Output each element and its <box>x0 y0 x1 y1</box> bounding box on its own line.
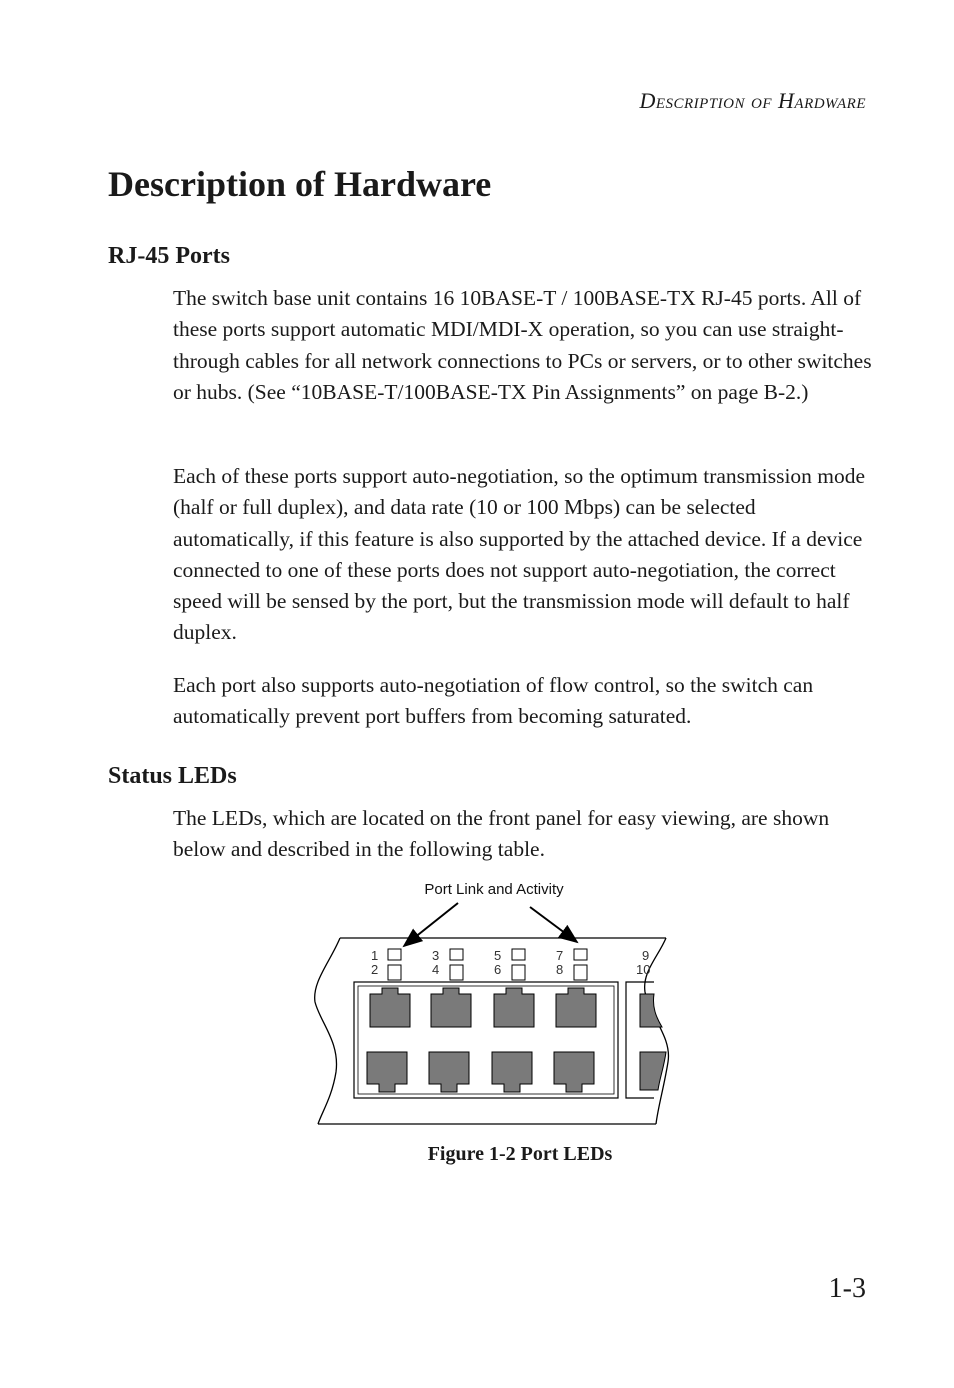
port-label-3: 3 <box>432 948 440 963</box>
figure-caption: Figure 1-2 Port LEDs <box>427 1143 613 1165</box>
rj45-jack-3 <box>431 988 471 1027</box>
page-number: 1-3 <box>828 1273 866 1304</box>
rj45-jack-7 <box>556 988 596 1027</box>
led-port-1 <box>388 949 401 960</box>
front-panel <box>315 938 669 1124</box>
led-port-5 <box>512 949 525 960</box>
port-label-5: 5 <box>494 948 502 963</box>
paragraph-rj45-3: Each port also supports auto-negotiation of flow control, so the switch can automatically prevent port buffers from becoming saturated. <box>173 673 814 729</box>
rj45-jack-5 <box>494 988 534 1027</box>
section-heading-status-leds: Status LEDs <box>108 763 237 789</box>
led-port-2 <box>388 965 401 980</box>
paragraph-rj45-1: The switch base unit contains 16 10BASE-T / 100BASE-TX RJ-45 ports. All of these ports support automatic MDI/MDI-X operation, so you can use straight-through cables for all network connections to PCs or servers, or to other switches or hubs. (See “10BASE-T/100BASE-TX Pin Assignments” on page B-2.) <box>173 286 872 404</box>
section-heading-rj45: RJ-45 Ports <box>108 243 230 269</box>
port-label-1: 1 <box>371 948 379 963</box>
led-port-4 <box>450 965 463 980</box>
port-label-9: 9 <box>642 948 650 963</box>
rj45-jack-1 <box>370 988 410 1027</box>
port-leds-figure <box>300 872 680 1132</box>
callout-arrow-left <box>404 903 458 946</box>
port-label-2: 2 <box>371 962 379 977</box>
callout-arrow-right <box>530 907 577 942</box>
page-title: Description of Hardware <box>108 164 492 204</box>
rj45-jack-4 <box>429 1052 469 1092</box>
port-label-8: 8 <box>556 962 564 977</box>
rj45-jack-2 <box>367 1052 407 1092</box>
running-header: Description of Hardware <box>639 88 866 113</box>
rj45-jack-6 <box>492 1052 532 1092</box>
rj45-jack-8 <box>554 1052 594 1092</box>
port-label-10: 10 <box>636 962 651 977</box>
callout-label: Port Link and Activity <box>424 881 564 898</box>
port-label-6: 6 <box>494 962 502 977</box>
led-port-3 <box>450 949 463 960</box>
paragraph-status-leds: The LEDs, which are located on the front panel for easy viewing, are shown below and described in the following table. <box>173 806 830 862</box>
led-port-8 <box>574 965 587 980</box>
port-label-7: 7 <box>556 948 564 963</box>
rj45-jack-9 <box>640 994 662 1027</box>
led-port-6 <box>512 965 525 980</box>
paragraph-rj45-2: Each of these ports support auto-negotiation, so the optimum transmission mode (half or full duplex), and data rate (10 or 100 Mbps) can be selected automatically, if this feature is also supported by the attached device. If a device connected to one of these ports does not support auto-negotiation, the correct speed will be sensed by the port, but the transmission mode will default to half duplex. <box>173 464 866 645</box>
port-label-4: 4 <box>432 962 440 977</box>
rj45-jack-10 <box>640 1052 666 1090</box>
led-port-7 <box>574 949 587 960</box>
